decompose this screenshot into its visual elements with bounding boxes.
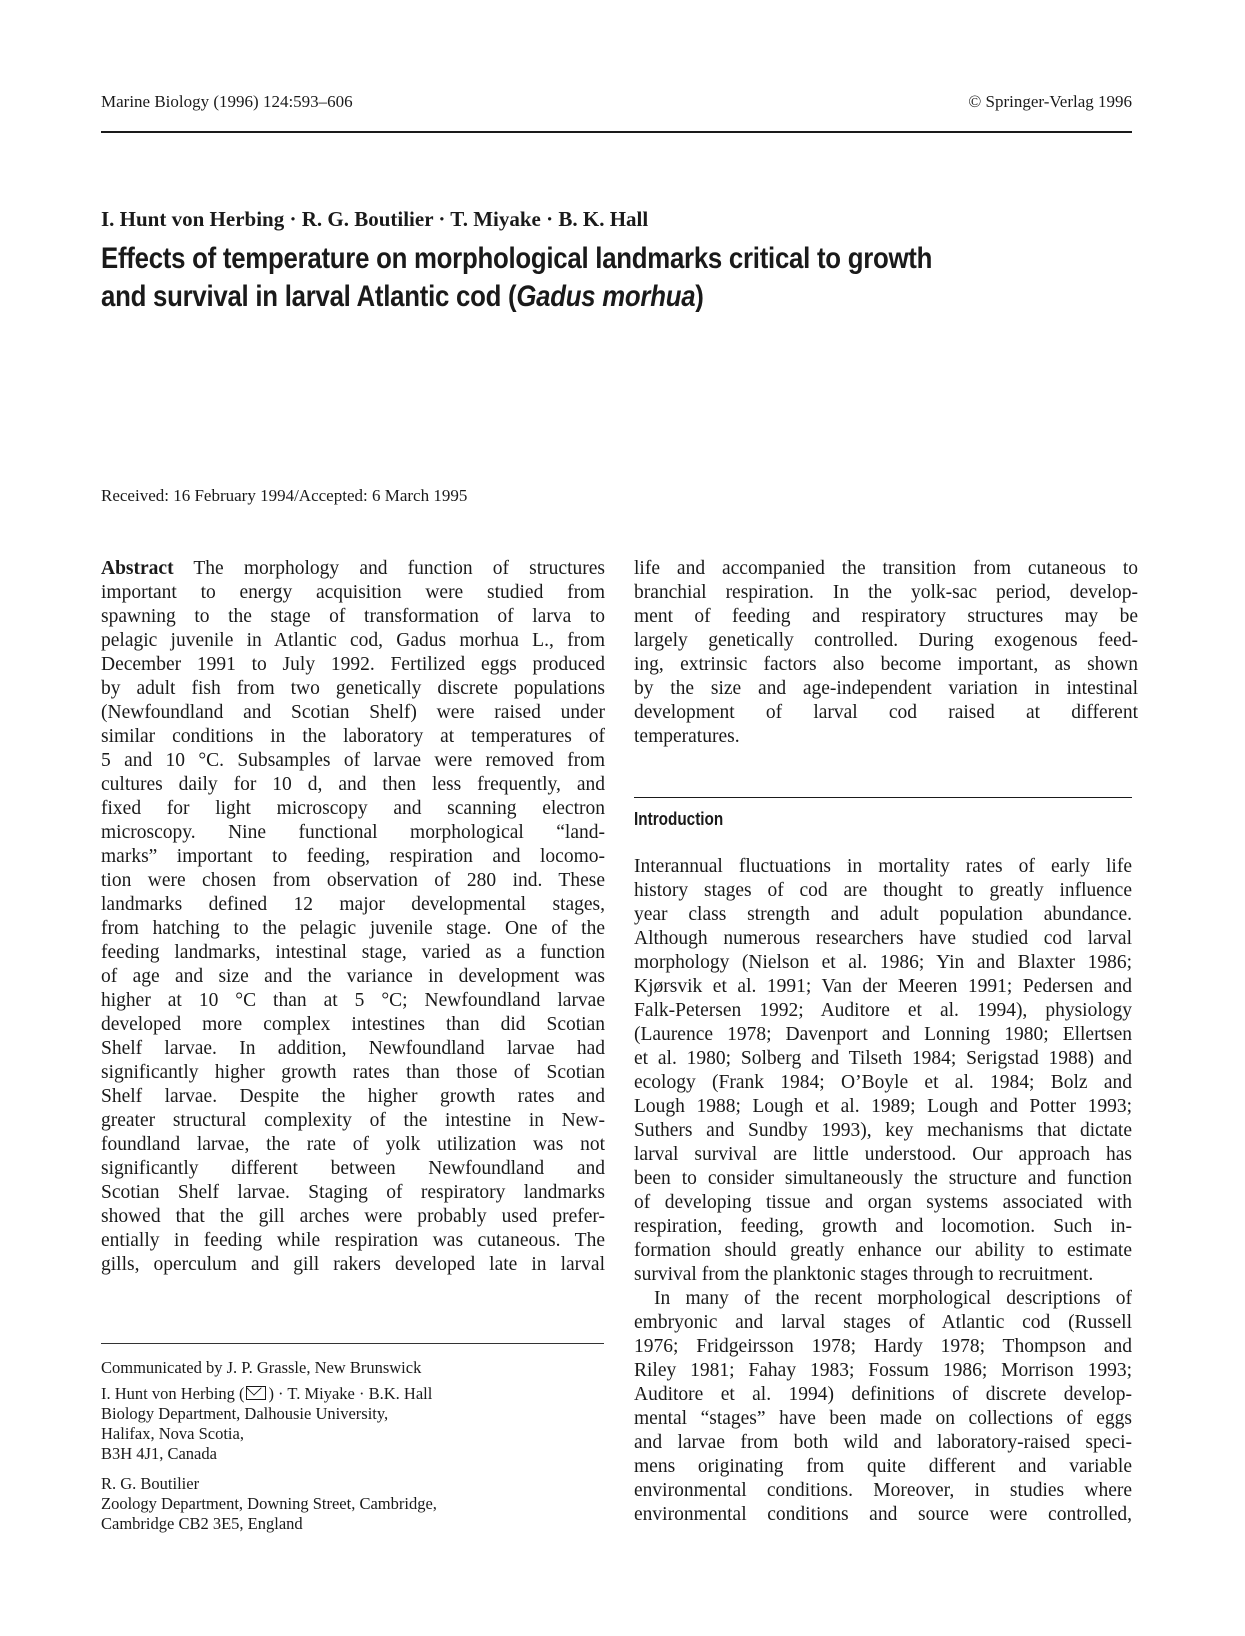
introduction-line: et al. 1980; Solberg and Tilseth 1984; Serigstad 1988) and bbox=[634, 1048, 1132, 1069]
abstract-body bbox=[101, 581, 605, 1277]
abstract-line: developed more complex intestines than did Scotian bbox=[101, 1014, 605, 1035]
footnote-block bbox=[101, 1358, 437, 1534]
abstract-line: Shelf larvae. Despite the higher growth rates and bbox=[101, 1086, 605, 1107]
abstract-line: gills, operculum and gill rakers developed late in larval bbox=[101, 1254, 605, 1275]
introduction-line: In many of the recent morphological descriptions of bbox=[654, 1288, 1132, 1309]
introduction-line: Falk-Petersen 1992; Auditore et al. 1994), physiology bbox=[634, 1000, 1132, 1021]
introduction-paragraph-2 bbox=[634, 1287, 1132, 1527]
second-author: R. G. Boutilier bbox=[101, 1474, 200, 1493]
abstract-line: cultures daily for 10 d, and then less frequently, and bbox=[101, 774, 605, 795]
introduction-line: environmental conditions and source were controlled, bbox=[634, 1504, 1132, 1525]
abstract-line: tion were chosen from observation of 280 ind. These bbox=[101, 870, 605, 891]
received-dates: Received: 16 February 1994/Accepted: 6 March 1995 bbox=[101, 486, 468, 505]
introduction-line: ecology (Frank 1984; O’Boyle et al. 1984; Bolz and bbox=[634, 1072, 1132, 1093]
abstract-line: fixed for light microscopy and scanning electron bbox=[101, 798, 605, 819]
corresponding-author: I. Hunt von Herbing ( ) · T. Miyake · B.K. Hall bbox=[101, 1384, 433, 1403]
section-rule bbox=[634, 797, 1132, 798]
introduction-line: environmental conditions. Moreover, in studies where bbox=[634, 1480, 1132, 1501]
abstract-line: spawning to the stage of transformation of larva to bbox=[101, 606, 605, 627]
abstract-line: from hatching to the pelagic juvenile stage. One of the bbox=[101, 918, 605, 939]
abstract-line: marks” important to feeding, respiration and locomo- bbox=[101, 846, 605, 867]
introduction-line: morphology (Nielson et al. 1986; Yin and Blaxter 1986; bbox=[634, 952, 1132, 973]
abstract-line: temperatures. bbox=[634, 726, 740, 747]
abstract-line: ing, extrinsic factors also become important, as shown bbox=[634, 654, 1138, 675]
abstract-label: Abstract bbox=[101, 558, 174, 579]
introduction-line: survival from the planktonic stages through to recruitment. bbox=[634, 1264, 1094, 1285]
introduction-paragraph-1 bbox=[634, 855, 1132, 1287]
abstract-line: 5 and 10 °C. Subsamples of larvae were removed from bbox=[101, 750, 605, 771]
abstract-line: landmarks defined 12 major developmental stages, bbox=[101, 894, 605, 915]
communicated-by: Communicated by J. P. Grassle, New Brunswick bbox=[101, 1358, 422, 1377]
introduction-line: Although numerous researchers have studied cod larval bbox=[634, 928, 1132, 949]
abstract-line: development of larval cod raised at different bbox=[634, 702, 1138, 723]
introduction-body bbox=[634, 855, 1132, 1527]
abstract-line: Scotian Shelf larvae. Staging of respiratory landmarks bbox=[101, 1182, 605, 1203]
introduction-line: mental “stages” have been made on collections of eggs bbox=[634, 1408, 1132, 1429]
introduction-line: history stages of cod are thought to greatly influence bbox=[634, 880, 1132, 901]
abstract-line: ment of feeding and respiratory structures may be bbox=[634, 606, 1138, 627]
abstract-continued bbox=[634, 557, 1138, 749]
abstract-line: by adult fish from two genetically discrete populations bbox=[101, 678, 605, 699]
abstract-line: significantly higher growth rates than those of Scotian bbox=[101, 1062, 605, 1083]
abstract-continued-body bbox=[634, 557, 1138, 749]
introduction-line: Lough 1988; Lough et al. 1989; Lough and Potter 1993; bbox=[634, 1096, 1132, 1117]
abstract-line: feeding landmarks, intestinal stage, varied as a function bbox=[101, 942, 605, 963]
introduction-line: and larvae from both wild and laboratory-raised speci- bbox=[634, 1432, 1132, 1453]
copyright-notice: © Springer-Verlag 1996 bbox=[968, 92, 1132, 111]
affiliation-line: B3H 4J1, Canada bbox=[101, 1444, 217, 1463]
introduction-line: larval survival are little understood. Our approach has bbox=[634, 1144, 1132, 1165]
species-name: Gadus morhua bbox=[516, 280, 696, 313]
title-line-1: Effects of temperature on morphological landmarks critical to growth bbox=[101, 242, 933, 275]
abstract-line: showed that the gill arches were probably used prefer- bbox=[101, 1206, 605, 1227]
abstract-line: December 1991 to July 1992. Fertilized eggs produced bbox=[101, 654, 605, 675]
abstract-line: greater structural complexity of the intestine in New- bbox=[101, 1110, 605, 1131]
affiliation-line: Halifax, Nova Scotia, bbox=[101, 1424, 244, 1443]
introduction-line: Riley 1981; Fahay 1983; Fossum 1986; Morrison 1993; bbox=[634, 1360, 1132, 1381]
abstract-line: by the size and age-independent variation in intestinal bbox=[634, 678, 1138, 699]
abstract-line: life and accompanied the transition from cutaneous to bbox=[634, 558, 1138, 579]
abstract-first-line: Abstract The morphology and function of structures bbox=[101, 558, 605, 579]
affiliation-line: Zoology Department, Downing Street, Cambridge, bbox=[101, 1494, 437, 1513]
title-line-2: and survival in larval Atlantic cod (Gadus morhua) bbox=[101, 280, 704, 313]
abstract-line: higher at 10 °C than at 5 °C; Newfoundland larvae bbox=[101, 990, 605, 1011]
abstract-line: foundland larvae, the rate of yolk utilization was not bbox=[101, 1134, 605, 1155]
abstract-line: pelagic juvenile in Atlantic cod, Gadus morhua L., from bbox=[101, 630, 605, 651]
author-list: I. Hunt von Herbing · R. G. Boutilier · T. Miyake · B. K. Hall bbox=[101, 207, 649, 231]
header-rule bbox=[101, 131, 1132, 133]
abstract-line: important to energy acquisition were studied from bbox=[101, 582, 605, 603]
abstract-line: Shelf larvae. In addition, Newfoundland larvae had bbox=[101, 1038, 605, 1059]
paper-title bbox=[101, 240, 1004, 316]
introduction-line: mens originating from quite different and variable bbox=[634, 1456, 1132, 1477]
introduction-heading: Introduction bbox=[634, 809, 724, 829]
introduction-line: Kjørsvik et al. 1991; Van der Meeren 1991; Pedersen and bbox=[634, 976, 1132, 997]
abstract-line: significantly different between Newfoundland and bbox=[101, 1158, 605, 1179]
envelope-icon bbox=[246, 1386, 266, 1400]
introduction-line: of developing tissue and organ systems associated with bbox=[634, 1192, 1132, 1213]
introduction-line: year class strength and adult population abundance. bbox=[634, 904, 1132, 925]
abstract-line: entially in feeding while respiration was cutaneous. The bbox=[101, 1230, 605, 1251]
introduction-line: 1976; Fridgeirsson 1978; Hardy 1978; Thompson and bbox=[634, 1336, 1132, 1357]
introduction-line: respiration, feeding, growth and locomotion. Such in- bbox=[634, 1216, 1132, 1237]
affiliation-line: Cambridge CB2 3E5, England bbox=[101, 1514, 303, 1533]
footnote-rule bbox=[101, 1343, 604, 1344]
introduction-line: Auditore et al. 1994) definitions of discrete develop- bbox=[634, 1384, 1132, 1405]
introduction-line: Interannual fluctuations in mortality rates of early life bbox=[634, 856, 1132, 877]
journal-citation: Marine Biology (1996) 124:593–606 bbox=[101, 92, 353, 111]
introduction-line: formation should greatly enhance our ability to estimate bbox=[634, 1240, 1132, 1261]
affiliation-1 bbox=[101, 1404, 437, 1464]
introduction-line: (Laurence 1978; Davenport and Lonning 1980; Ellertsen bbox=[634, 1024, 1132, 1045]
affiliation-line: Biology Department, Dalhousie University, bbox=[101, 1404, 389, 1423]
abstract-column bbox=[101, 557, 605, 1277]
introduction-line: Suthers and Sundby 1993), key mechanisms that dictate bbox=[634, 1120, 1132, 1141]
abstract-line: largely genetically controlled. During exogenous feed- bbox=[634, 630, 1138, 651]
introduction-line: embryonic and larval stages of Atlantic cod (Russell bbox=[634, 1312, 1132, 1333]
abstract-line: (Newfoundland and Scotian Shelf) were raised under bbox=[101, 702, 605, 723]
abstract-line: microscopy. Nine functional morphological “land- bbox=[101, 822, 605, 843]
abstract-line: similar conditions in the laboratory at temperatures of bbox=[101, 726, 605, 747]
affiliation-2 bbox=[101, 1494, 437, 1534]
abstract-line: branchial respiration. In the yolk-sac period, develop- bbox=[634, 582, 1138, 603]
abstract-line: of age and size and the variance in development was bbox=[101, 966, 605, 987]
introduction-line: been to consider simultaneously the structure and function bbox=[634, 1168, 1132, 1189]
